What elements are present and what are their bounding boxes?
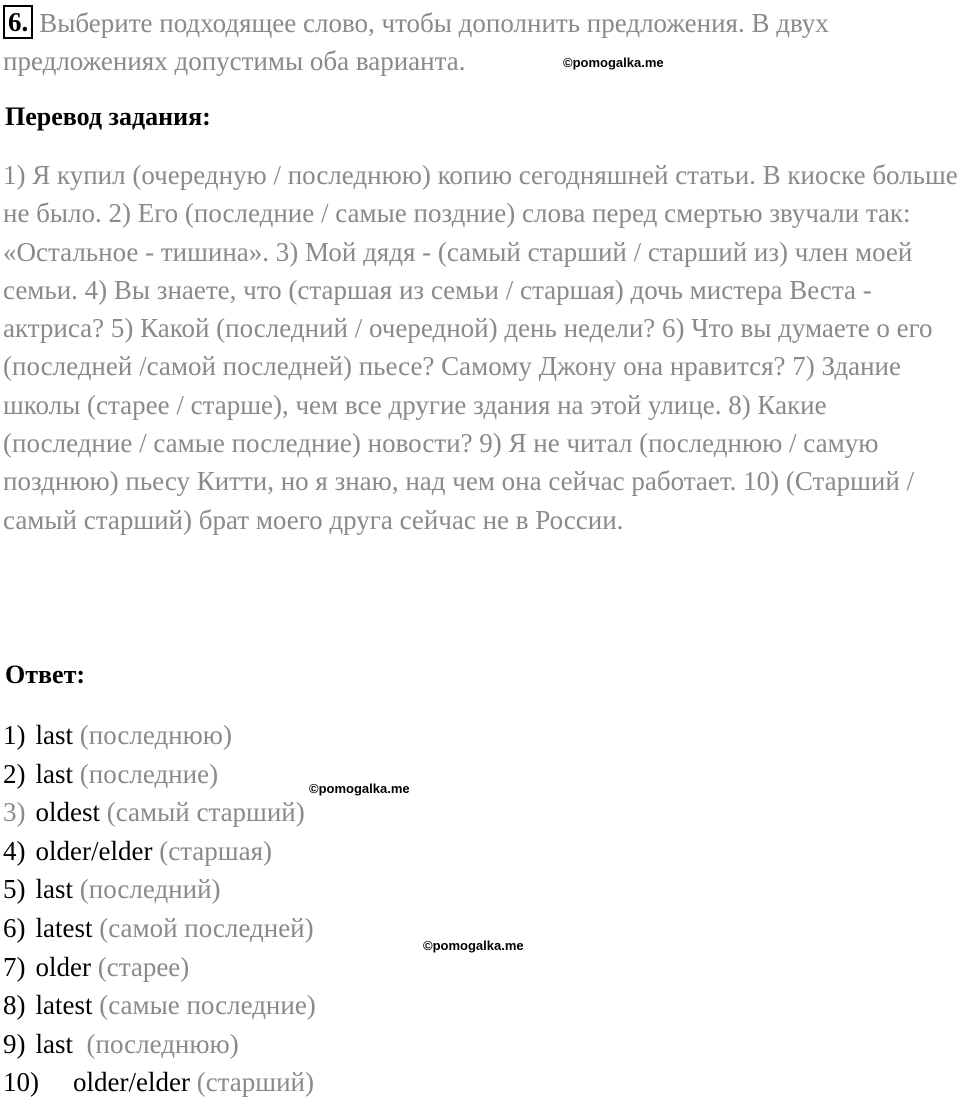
task-instruction: Выберите подходящее слово, чтобы дополнить предложения. В двух предложениях допустимы оба варианта. [3,8,829,76]
task-header [3,4,958,80]
answer-item [3,986,316,1025]
answer-word: oldest [35,797,100,828]
answer-word: last [35,758,73,789]
answer-translation: (самые последние) [92,990,316,1021]
answer-item [3,1025,316,1064]
answer-number: 6) [3,912,26,943]
answer-number: 7) [3,951,26,982]
answer-word: last [35,874,73,905]
answer-word: older/elder [35,835,153,866]
answer-number: 2) [3,758,26,789]
answer-number: 5) [3,874,26,905]
answer-item [3,870,316,909]
answer-translation: (старший) [189,1067,314,1098]
watermark: ©pomogalka.me [423,938,524,953]
answer-heading: Ответ: [5,660,86,689]
answer-number: 3) [3,797,26,828]
answer-translation: (последнюю) [73,720,232,750]
answer-item [3,909,316,948]
answer-word: last [35,720,73,750]
answer-translation: (самой последней) [92,912,314,943]
answer-number: 1) [3,720,26,750]
answer-item [3,948,316,987]
answer-word: latest [35,912,93,943]
answer-translation: (последнюю) [73,1028,239,1059]
answer-number: 9) [3,1028,26,1059]
answer-translation: (последние) [73,758,219,789]
translation-heading: Перевод задания: [5,102,211,131]
answer-word: older/elder [73,1067,190,1098]
answer-translation: (самый старший) [100,797,305,828]
answer-translation: (старее) [90,951,190,982]
answer-number: 4) [3,835,26,866]
answer-number: 10) [3,1067,39,1098]
task-number-badge: 6. [3,5,33,39]
answer-item [3,716,316,755]
answer-translation: (последний) [73,874,221,905]
watermark: ©pomogalka.me [309,781,410,796]
answer-translation: (старшая) [152,835,272,866]
translation-text: 1) Я купил (очередную / последнюю) копию сегодняшней статьи. В киоске больше не было. 2) Его (последние / самые поздние) слова перед смертью звучали так: «Остальное - тишина». 3) Мой дядя - (самый старший / старший из) член моей семьи. 4) Вы знаете, что (старшая из семьи / старшая) дочь мистера Веста - актриса? 5) Какой (последний / очередной) день недели? 6) Что вы думаете о его (последней /самой последней) пьесе? Самому Джону она нравится? 7) Здание школы (старее / старше), чем все другие здания на этой улице. 8) Какие (последние / самые последние) новости? 9) Я не читал (последнюю / самую позднюю) пьесу Китти, но я знаю, над чем она сейчас работает. 10) (Старший / самый старший) брат моего друга сейчас не в России. [3,160,958,535]
answer-word: older [35,951,91,982]
answer-item [3,755,316,794]
answer-item [3,793,316,832]
answer-list [3,716,316,1102]
answer-word: latest [35,990,93,1021]
answer-item [3,832,316,871]
answer-number: 8) [3,990,26,1021]
answer-word: last [35,1028,73,1059]
watermark: ©pomogalka.me [563,55,664,70]
answer-item [3,1063,316,1102]
